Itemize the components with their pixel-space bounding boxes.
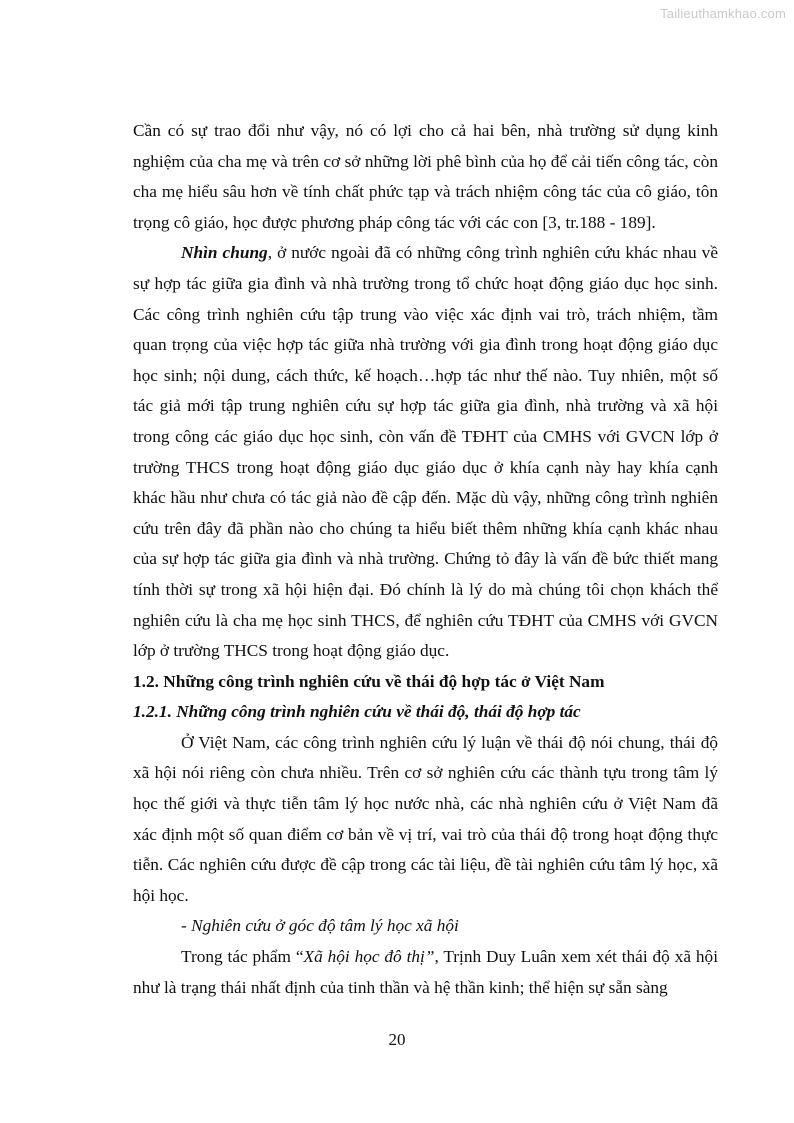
paragraph-3: Ở Việt Nam, các công trình nghiên cứu lý luận về thái độ nói chung, thái độ xã hội nói riêng còn chưa nhiều. Trên cơ sở nghiên cứu các thành tựu trong tâm lý học thế giới và thực tiễn tâm lý học nước nhà, các nhà nghiên cứu ở Việt Nam đã xác định một số quan điểm cơ bản về vị trí, vai trò của thái độ trong hoạt động thực tiễn. Các nghiên cứu được đề cập trong các tài liệu, đề tài nghiên cứu tâm lý học, xã hội học. (133, 732, 718, 905)
paragraph-5-text: , Trịnh Duy Luân xem xét thái độ xã hội như là trạng thái nhất định của tinh thần và hệ thần kinh; thể hiện sự sẵn sàng (133, 947, 718, 997)
section-heading: 1.2. Những công trình nghiên cứu về thái độ hợp tác ở Việt Nam (133, 671, 605, 691)
paragraph-4: - Nghiên cứu ở góc độ tâm lý học xã hội (181, 916, 459, 936)
paragraph-5-book-title: Xã hội học đô thị” (303, 947, 435, 967)
page-body (133, 116, 718, 1003)
paragraph-5-start: Trong tác phẩm “ (181, 947, 304, 967)
paragraph-2-lead: Nhìn chung (181, 243, 268, 263)
paragraph-5 (133, 942, 718, 1003)
watermark: Tailieuthamkhao.com (660, 6, 786, 21)
page-number: 20 (388, 1030, 406, 1049)
paragraph-1: Cần có sự trao đổi như vậy, nó có lợi cho cả hai bên, nhà trường sử dụng kinh nghiệm của cha mẹ và trên cơ sở những lời phê bình của họ để cải tiến công tác, còn cha mẹ hiểu sâu hơn về tính chất phức tạp và trách nhiệm công tác của cô giáo, tôn trọng cô giáo, học được phương pháp công tác với các con [3, tr.188 - 189]. (133, 121, 718, 232)
paragraph-2 (133, 238, 718, 666)
paragraph-2-text: , ở nước ngoài đã có những công trình nghiên cứu khác nhau về sự hợp tác giữa gia đình và nhà trường trong tổ chức hoạt động giáo dục học sinh. Các công trình nghiên cứu tập trung vào việc xác định vai trò, trách nhiệm, tầm quan trọng của việc hợp tác giữa nhà trường với gia đình trong hoạt động giáo dục học sinh; nội dung, cách thức, kế hoạch…hợp tác như thế nào. Tuy nhiên, một số tác giả mới tập trung nghiên cứu sự hợp tác giữa gia đình, nhà trường và xã hội trong công các giáo dục học sinh, còn vấn đề TĐHT của CMHS với GVCN lớp ở trường THCS trong hoạt động giáo dục giáo dục ở khía cạnh này hay khía cạnh khác hầu như chưa có tác giả nào đề cập đến. Mặc dù vậy, những công trình nghiên cứu trên đây đã phần nào cho chúng ta hiểu biết thêm những khía cạnh khác nhau của sự hợp tác giữa gia đình và nhà trường. Chứng tỏ đây là vấn đề bức thiết mang tính thời sự trong xã hội hiện đại. Đó chính là lý do mà chúng tôi chọn khách thể nghiên cứu là cha mẹ học sinh THCS, để nghiên cứu TĐHT của CMHS với GVCN lớp ở trường THCS trong hoạt động giáo dục. (133, 243, 718, 661)
subsection-heading: 1.2.1. Những công trình nghiên cứu về thái độ, thái độ hợp tác (133, 702, 581, 722)
